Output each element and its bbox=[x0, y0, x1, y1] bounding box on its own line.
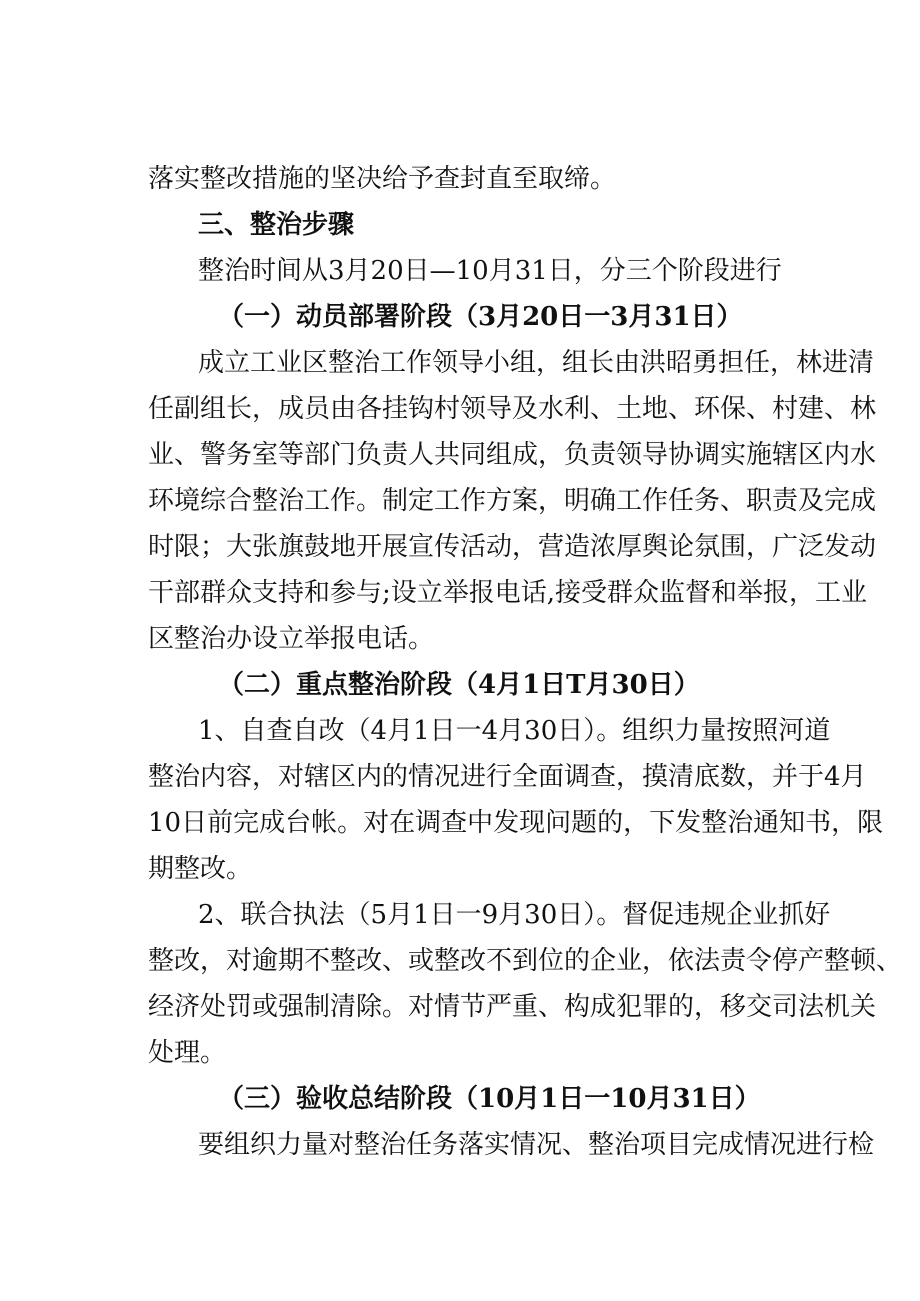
paragraph-line: 整治时间从3月20日—10月31日，分三个阶段进行 bbox=[198, 256, 782, 286]
paragraph-line: 处理。 bbox=[148, 1038, 227, 1068]
subsection-heading: （一）动员部署阶段（3月20日一3月31日） bbox=[218, 302, 743, 332]
paragraph-line: 10日前完成台帐。对在调查中发现问题的，下发整治通知书，限 bbox=[148, 808, 884, 838]
paragraph-line: 要组织力量对整治任务落实情况、整治项目完成情况进行检 bbox=[198, 1130, 875, 1160]
paragraph-line: 整改，对逾期不整改、或整改不到位的企业，依法责令停产整顿、 bbox=[148, 946, 903, 976]
paragraph-line: 业、警务室等部门负责人共同组成，负责领导协调实施辖区内水 bbox=[148, 440, 877, 470]
paragraph-line: 2、联合执法（5月1日一9月30日）。督促违规企业抓好 bbox=[198, 900, 831, 930]
paragraph-line: 期整改。 bbox=[148, 854, 253, 884]
paragraph-line: 经济处罚或强制清除。对情节严重、构成犯罪的，移交司法机关 bbox=[148, 992, 877, 1022]
subsection-heading: （三）验收总结阶段（10月1日一10月31日） bbox=[218, 1084, 761, 1114]
paragraph-line: 区整治办设立举报电话。 bbox=[148, 624, 435, 654]
paragraph-line: 时限；大张旗鼓地开展宣传活动，营造浓厚舆论氛围，广泛发动 bbox=[148, 532, 877, 562]
paragraph-line: 干部群众支持和参与;设立举报电话,接受群众监督和举报，工业 bbox=[148, 578, 868, 608]
paragraph-line: 1、自查自改（4月1日一4月30日）。组织力量按照河道 bbox=[198, 716, 831, 746]
paragraph-line: 落实整改措施的坚决给予查封直至取缔。 bbox=[148, 164, 617, 194]
paragraph-line: 环境综合整治工作。制定工作方案，明确工作任务、职责及完成 bbox=[148, 486, 877, 516]
section-heading: 三、整治步骤 bbox=[198, 210, 355, 240]
subsection-heading: （二）重点整治阶段（4月1日T月30日） bbox=[218, 670, 700, 700]
paragraph-line: 成立工业区整治工作领导小组，组长由洪昭勇担任，林进清 bbox=[198, 348, 875, 378]
paragraph-line: 任副组长，成员由各挂钩村领导及水利、土地、环保、村建、林 bbox=[148, 394, 877, 424]
paragraph-line: 整治内容，对辖区内的情况进行全面调查，摸清底数，并于4月 bbox=[148, 762, 867, 792]
